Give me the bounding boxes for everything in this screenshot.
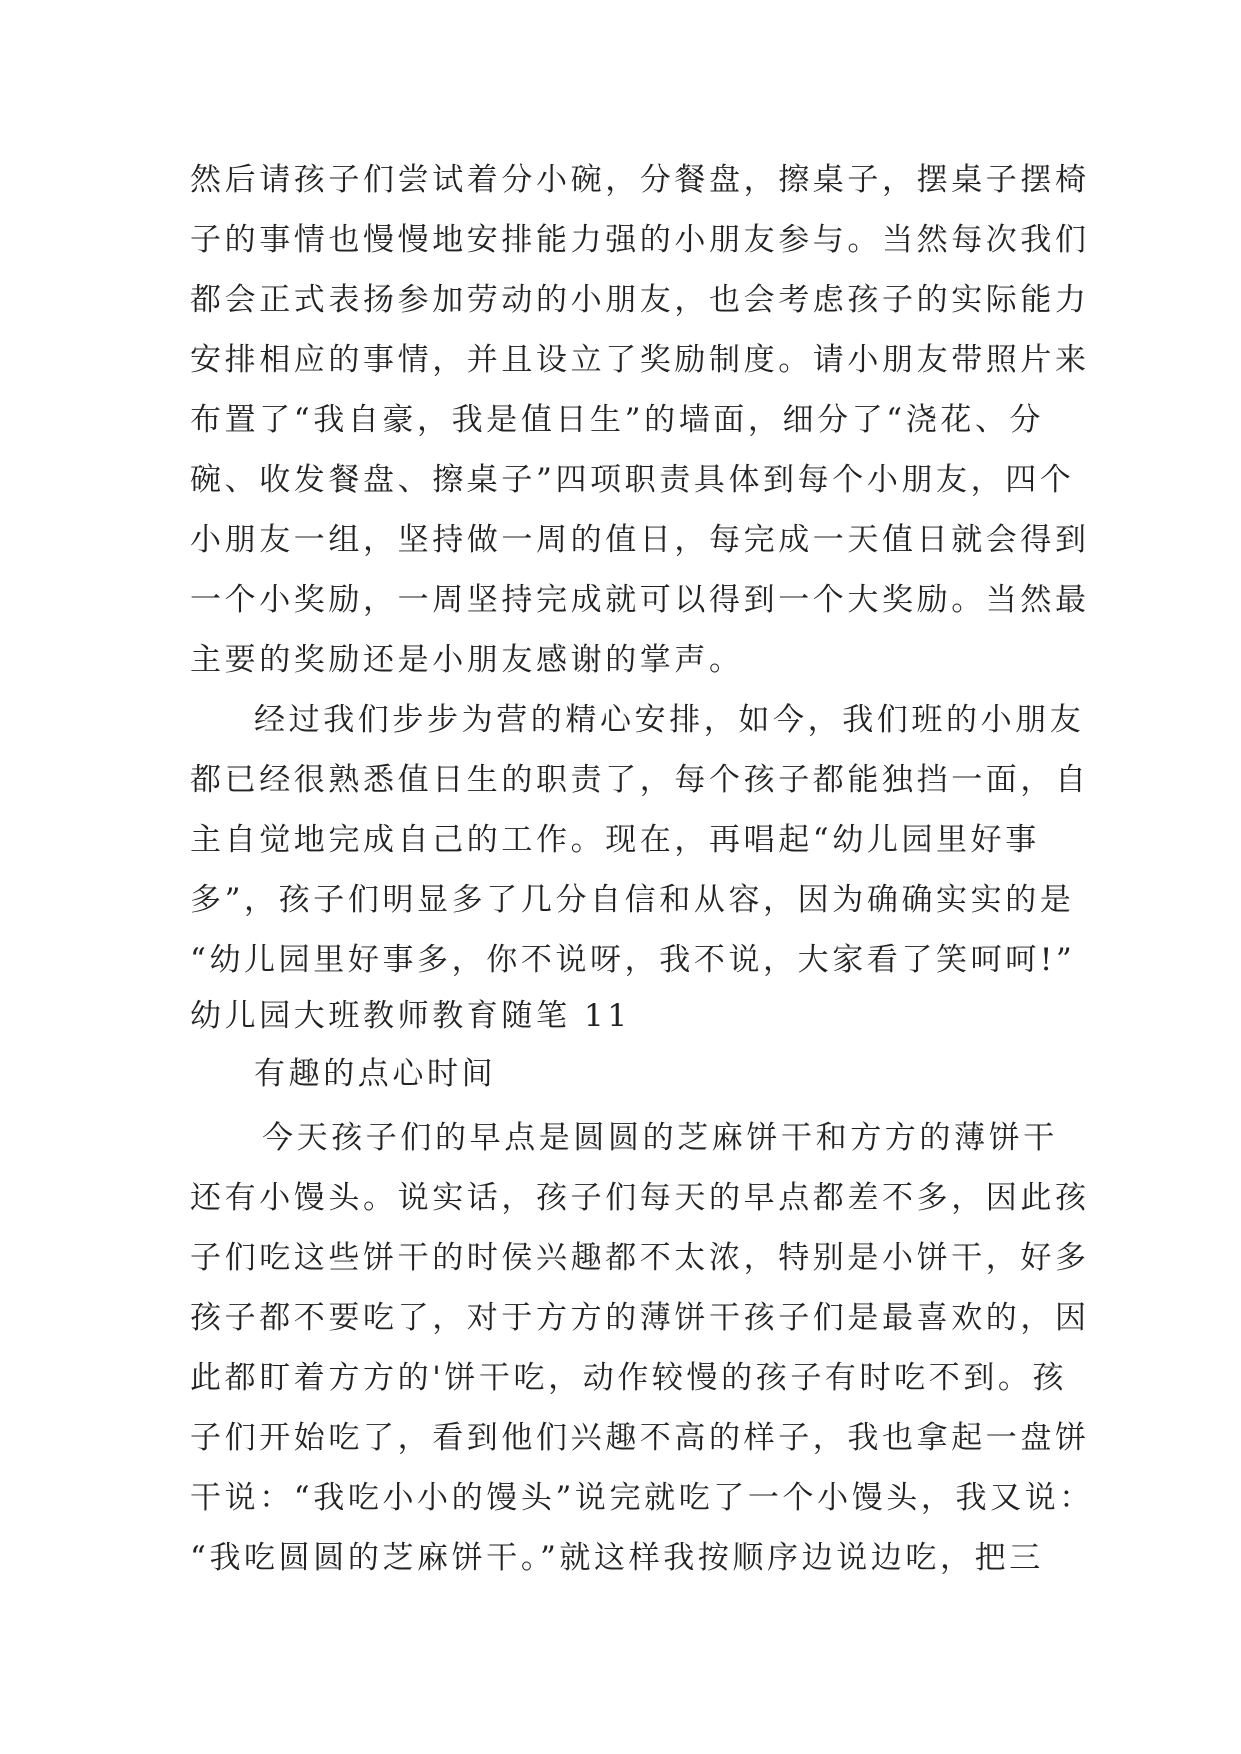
paragraph-line: 主自觉地完成自己的工作。现在，再唱起“幼儿园里好事 [190, 822, 1040, 858]
paragraph-line: 子们吃这些饼干的时侯兴趣都不太浓，特别是小饼干，好多 [190, 1240, 1090, 1276]
section-heading: 幼儿园大班教师教育随笔 11 [190, 998, 631, 1034]
paragraph-line: 然后请孩子们尝试着分小碗，分餐盘，擦桌子，摆桌子摆椅 [190, 162, 1090, 198]
paragraph-line: 子们开始吃了，看到他们兴趣不高的样子，我也拿起一盘饼 [190, 1420, 1090, 1456]
paragraph-line: 经过我们步步为营的精心安排，如今，我们班的小朋友 [254, 702, 1085, 738]
paragraph-line: 一个小奖励，一周坚持完成就可以得到一个大奖励。当然最 [190, 582, 1090, 618]
paragraph-line: 主要的奖励还是小朋友感谢的掌声。 [190, 642, 744, 678]
paragraph-line: 干说：“我吃小小的馒头”说完就吃了一个小馒头，我又说： [190, 1480, 1094, 1516]
paragraph-line: 此都盯着方方的'饼干吃，动作较慢的孩子有时吃不到。孩 [190, 1360, 1068, 1396]
article-title: 有趣的点心时间 [254, 1056, 497, 1092]
paragraph-line: 今天孩子们的早点是圆圆的芝麻饼干和方方的薄饼干 [262, 1120, 1058, 1156]
paragraph-line: 子的事情也慢慢地安排能力强的小朋友参与。当然每次我们 [190, 222, 1090, 258]
paragraph-line: 还有小馒头。说实话，孩子们每天的早点都差不多，因此孩 [190, 1180, 1090, 1216]
paragraph-line: 都会正式表扬参加劳动的小朋友，也会考虑孩子的实际能力 [190, 282, 1090, 318]
paragraph-line: 孩子都不要吃了，对于方方的薄饼干孩子们是最喜欢的，因 [190, 1300, 1090, 1336]
paragraph-line: “幼儿园里好事多，你不说呀，我不说，大家看了笑呵呵!” [190, 942, 1076, 978]
paragraph-line: 小朋友一组，坚持做一周的值日，每完成一天值日就会得到 [190, 522, 1090, 558]
paragraph-line: 都已经很熟悉值日生的职责了，每个孩子都能独挡一面，自 [190, 762, 1090, 798]
paragraph-line: 碗、收发餐盘、擦桌子”四项职责具体到每个小朋友，四个 [190, 462, 1075, 498]
paragraph-line: 多”，孩子们明显多了几分自信和从容，因为确确实实的是 [190, 882, 1075, 918]
paragraph-line: 安排相应的事情，并且设立了奖励制度。请小朋友带照片来 [190, 342, 1090, 378]
paragraph-line: “我吃圆圆的芝麻饼干。”就这样我按顺序边说边吃，把三 [190, 1540, 1044, 1576]
paragraph-line: 布置了“我自豪，我是值日生”的墙面，细分了“浇花、分 [190, 402, 1045, 438]
